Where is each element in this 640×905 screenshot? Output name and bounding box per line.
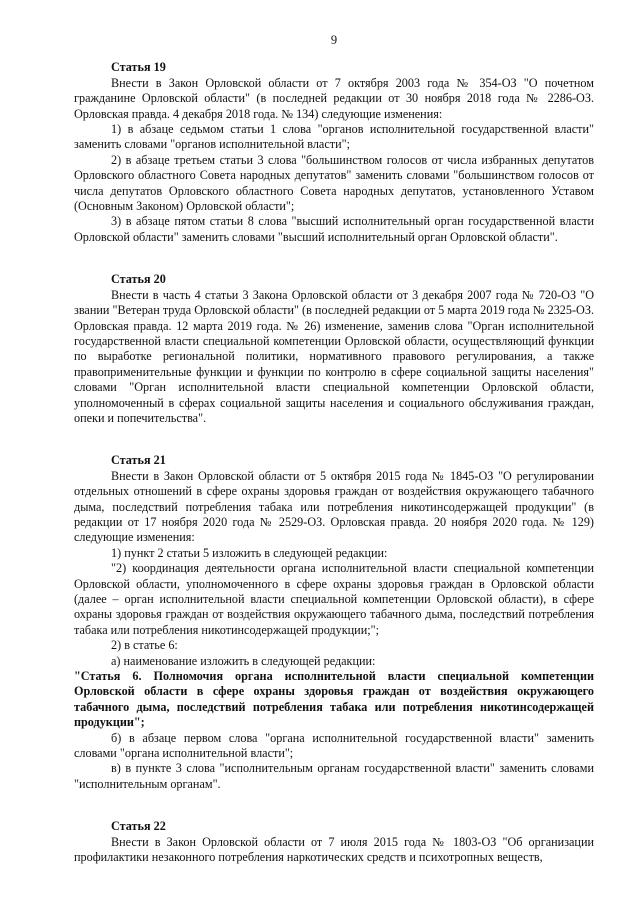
article-20-paragraph: Внести в часть 4 статьи 3 Закона Орловской области от 3 декабря 2007 года № 720-ОЗ "О звании "Ветеран труда Орловской области" (в последней редакции от 5 марта 2019 года № 2325-ОЗ. Орловская правда. 12 марта 2019 года. № 26) изменение, заменив слова "Орган исполнительной государственной власти специальной компетенции Орловской области, осуществляющий функции по выработке региональной политики, нормативного правового регулирования, а также правоприменительные функции и функции по контролю в сфере социальной защиты населения" словами "Орган исполнительной власти специальной компетенции Орловской области, уполномоченный в сферах социальной защиты населения и социального обслуживания граждан, опеки и попечительства". [74, 287, 594, 425]
article-21-paragraph: Внести в Закон Орловской области от 5 октября 2015 года № 1845-ОЗ "О регулировании отдельных отношений в сфере охраны здоровья граждан от воздействия окружающего табачного дыма, последствий потребления табака или потребления никотинсодержащей продукции" (в редакции от 17 ноября 2020 года № 2529-ОЗ. Орловская правда. 20 ноября 2020 года. № 129) следующие изменения: [74, 468, 594, 545]
article-21-paragraph: 2) в статье 6: [111, 638, 178, 653]
article-21-bold-quote: "Статья 6. Полномочия органа исполнительной власти специальной компетенции Орловской области в сфере охраны здоровья граждан от воздействия окружающего табачного дыма, последствий потребления табака или потребления никотинсодержащей продукции"; [74, 669, 594, 730]
article-20-heading: Статья 20 [111, 272, 166, 287]
article-21-paragraph: 1) пункт 2 статьи 5 изложить в следующей редакции: [111, 545, 388, 560]
article-19-paragraph: 3) в абзаце пятом статьи 8 слова "высший исполнительный орган государственной власти Орловской области" заменить словами "высший исполнительный орган Орловской области". [74, 214, 594, 244]
article-21-heading: Статья 21 [111, 453, 166, 468]
article-21-paragraph: в) в пункте 3 слова "исполнительным органам государственной власти" заменить словами "исполнительным органам". [74, 761, 594, 791]
article-19-paragraph: Внести в Закон Орловской области от 7 октября 2003 года № 354-ОЗ "О почетном гражданине Орловской области" (в последней редакции от 30 ноября 2018 года № 2286-ОЗ. Орловская правда. 4 декабря 2018 года. № 134) следующие изменения: [74, 75, 594, 121]
article-22-paragraph: Внести в Закон Орловской области от 7 июля 2015 года № 1803-ОЗ "Об организации профилактики незаконного потребления наркотических средств и психотропных веществ, [74, 834, 594, 865]
article-19-paragraph: 1) в абзаце седьмом статьи 1 слова "органов исполнительной государственной власти" заменить словами "органов исполнительной власти"; [74, 122, 594, 152]
article-21-paragraph: а) наименование изложить в следующей редакции: [111, 653, 376, 668]
article-19-heading: Статья 19 [111, 60, 166, 75]
spacer [74, 792, 594, 819]
spacer [74, 245, 594, 272]
article-22-heading: Статья 22 [111, 819, 166, 834]
article-21-paragraph: "2) координация деятельности органа исполнительной власти специальной компетенции Орловской области, уполномоченного в сфере охраны здоровья граждан в Орловской области (далее – орган исполнительной власти специальной компетенции Орловской области), в сфере охраны здоровья граждан от воздействия окружающего табачного дыма, последствий потребления табака или потребления никотинсодержащей продукции;"; [74, 561, 594, 637]
page-number: 9 [330, 33, 338, 47]
article-21-paragraph: б) в абзаце первом слова "органа исполнительной государственной власти" заменить словами "органа исполнительной власти"; [74, 730, 594, 761]
article-19-paragraph: 2) в абзаце третьем статьи 3 слова "большинством голосов от числа избранных депутатов Орловского областного Совета народных депутатов" заменить словами "большинством голосов от числа депутатов Орловского областного Совета народных депутатов, установленного Уставом (Основным Законом) Орловской области"; [74, 152, 594, 214]
spacer [74, 426, 594, 453]
